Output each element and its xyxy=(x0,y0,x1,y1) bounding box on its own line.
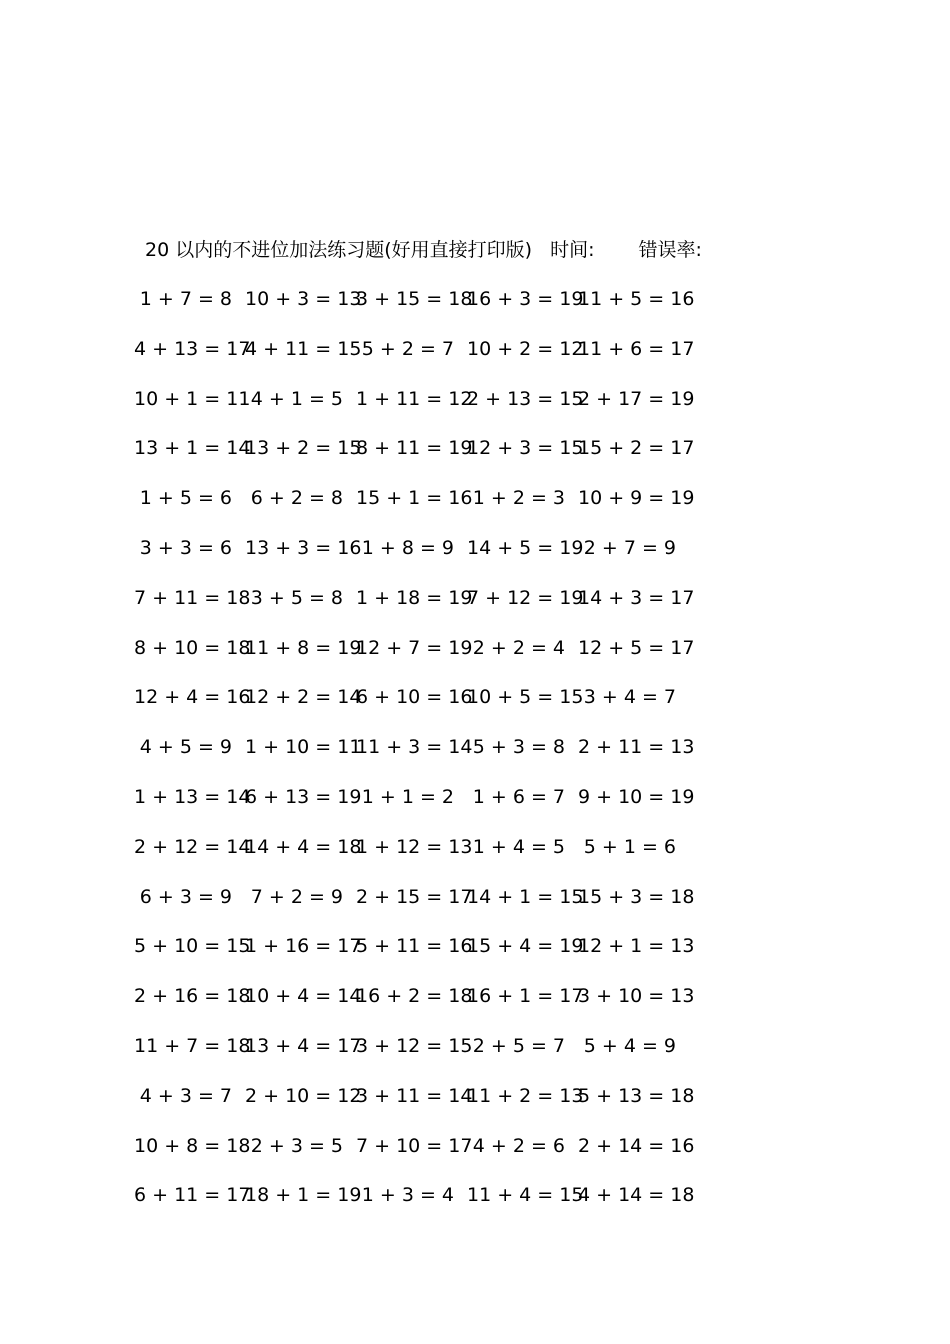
problem-cell: 3 + 5 = 8 xyxy=(250,586,343,609)
problem-cell: 10 + 5 = 15 xyxy=(467,686,584,709)
time-label: 时间: xyxy=(550,239,595,261)
problem-cell: 15 + 4 = 19 xyxy=(467,935,584,958)
problem-cell: 5 + 1 = 6 xyxy=(583,835,676,858)
problem-cell: 7 + 2 = 9 xyxy=(250,885,343,908)
problem-cell: 10 + 2 = 12 xyxy=(467,337,584,360)
problem-cell: 7 + 11 = 18 xyxy=(134,586,251,609)
problem-row xyxy=(0,834,950,884)
problem-cell: 6 + 13 = 19 xyxy=(245,785,362,808)
problem-cell: 11 + 2 = 13 xyxy=(467,1084,584,1107)
problem-cell: 1 + 7 = 8 xyxy=(139,288,232,310)
problem-cell: 4 + 5 = 9 xyxy=(139,736,232,759)
problem-cell: 11 + 4 = 15 xyxy=(467,1184,584,1207)
problem-cell: 6 + 3 = 9 xyxy=(139,885,232,908)
problem-cell: 16 + 3 = 19 xyxy=(467,288,584,310)
problem-row xyxy=(0,286,950,336)
problem-row xyxy=(0,784,950,834)
problem-cell: 12 + 2 = 14 xyxy=(245,686,362,709)
problem-cell: 15 + 2 = 17 xyxy=(578,437,695,460)
problem-cell: 1 + 16 = 17 xyxy=(245,935,362,958)
problem-cell: 13 + 4 = 17 xyxy=(245,1034,362,1057)
problem-cell: 3 + 10 = 13 xyxy=(578,985,695,1008)
problem-cell: 11 + 8 = 19 xyxy=(245,636,362,659)
problem-cell: 14 + 1 = 15 xyxy=(467,885,584,908)
error-rate-label: 错误率: xyxy=(638,239,702,261)
problem-cell: 5 + 4 = 9 xyxy=(583,1034,676,1057)
problem-cell: 5 + 2 = 7 xyxy=(361,337,454,360)
problem-row xyxy=(0,485,950,535)
problem-cell: 3 + 3 = 6 xyxy=(139,536,232,559)
problem-cell: 2 + 15 = 17 xyxy=(356,885,473,908)
problem-cell: 8 + 11 = 19 xyxy=(356,437,473,460)
problem-cell: 6 + 10 = 16 xyxy=(356,686,473,709)
problem-row xyxy=(0,884,950,934)
problem-cell: 14 + 4 = 18 xyxy=(245,835,362,858)
problem-cell: 12 + 5 = 17 xyxy=(578,636,695,659)
problem-row xyxy=(0,1133,950,1183)
problem-cell: 8 + 10 = 18 xyxy=(134,636,251,659)
problem-cell: 15 + 3 = 18 xyxy=(578,885,695,908)
problem-cell: 2 + 16 = 18 xyxy=(134,985,251,1008)
problem-cell: 3 + 4 = 7 xyxy=(583,686,676,709)
problem-cell: 3 + 11 = 14 xyxy=(356,1084,473,1107)
problem-cell: 1 + 10 = 11 xyxy=(245,736,362,759)
problem-cell: 14 + 5 = 19 xyxy=(467,536,584,559)
problem-cell: 1 + 13 = 14 xyxy=(134,785,251,808)
problem-cell: 4 + 14 = 18 xyxy=(578,1184,695,1207)
problem-cell: 2 + 12 = 14 xyxy=(134,835,251,858)
problem-cell: 5 + 10 = 15 xyxy=(134,935,251,958)
problem-cell: 2 + 3 = 5 xyxy=(250,1134,343,1157)
problem-cell: 16 + 2 = 18 xyxy=(356,985,473,1008)
problem-grid xyxy=(0,286,950,1232)
problem-cell: 6 + 2 = 8 xyxy=(250,487,343,510)
problem-cell: 2 + 7 = 9 xyxy=(583,536,676,559)
problem-cell: 4 + 1 = 5 xyxy=(250,387,343,410)
problem-cell: 18 + 1 = 19 xyxy=(245,1184,362,1207)
problem-cell: 12 + 7 = 19 xyxy=(356,636,473,659)
problem-cell: 11 + 5 = 16 xyxy=(578,288,695,310)
problem-cell: 10 + 3 = 13 xyxy=(245,288,362,310)
problem-cell: 10 + 9 = 19 xyxy=(578,487,695,510)
problem-row xyxy=(0,435,950,485)
problem-row xyxy=(0,1083,950,1133)
problem-row xyxy=(0,535,950,585)
problem-cell: 13 + 1 = 14 xyxy=(134,437,251,460)
problem-cell: 9 + 10 = 19 xyxy=(578,785,695,808)
problem-row xyxy=(0,585,950,635)
problem-cell: 16 + 1 = 17 xyxy=(467,985,584,1008)
problem-row xyxy=(0,734,950,784)
problem-cell: 4 + 13 = 17 xyxy=(134,337,251,360)
problem-cell: 4 + 3 = 7 xyxy=(139,1084,232,1107)
problem-cell: 12 + 4 = 16 xyxy=(134,686,251,709)
problem-cell: 1 + 5 = 6 xyxy=(139,487,232,510)
problem-cell: 2 + 14 = 16 xyxy=(578,1134,695,1157)
problem-cell: 4 + 11 = 15 xyxy=(245,337,362,360)
problem-cell: 6 + 11 = 17 xyxy=(134,1184,251,1207)
problem-cell: 1 + 2 = 3 xyxy=(472,487,565,510)
problem-cell: 12 + 1 = 13 xyxy=(578,935,695,958)
problem-cell: 13 + 3 = 16 xyxy=(245,536,362,559)
problem-cell: 10 + 1 = 11 xyxy=(134,387,251,410)
problem-cell: 5 + 3 = 8 xyxy=(472,736,565,759)
problem-row xyxy=(0,635,950,685)
problem-cell: 1 + 4 = 5 xyxy=(472,835,565,858)
problem-cell: 1 + 8 = 9 xyxy=(361,536,454,559)
problem-cell: 11 + 3 = 14 xyxy=(356,736,473,759)
problem-cell: 1 + 12 = 13 xyxy=(356,835,473,858)
problem-cell: 2 + 5 = 7 xyxy=(472,1034,565,1057)
problem-cell: 14 + 3 = 17 xyxy=(578,586,695,609)
problem-row xyxy=(0,386,950,436)
problem-cell: 5 + 13 = 18 xyxy=(578,1084,695,1107)
problem-cell: 2 + 17 = 19 xyxy=(578,387,695,410)
problem-cell: 12 + 3 = 15 xyxy=(467,437,584,460)
worksheet-header xyxy=(145,236,702,264)
problem-cell: 3 + 12 = 15 xyxy=(356,1034,473,1057)
problem-cell: 11 + 6 = 17 xyxy=(578,337,695,360)
problem-cell: 2 + 10 = 12 xyxy=(245,1084,362,1107)
problem-row xyxy=(0,1033,950,1083)
problem-cell: 7 + 12 = 19 xyxy=(467,586,584,609)
problem-cell: 2 + 11 = 13 xyxy=(578,736,695,759)
problem-cell: 3 + 15 = 18 xyxy=(356,288,473,310)
problem-cell: 2 + 13 = 15 xyxy=(467,387,584,410)
problem-cell: 1 + 1 = 2 xyxy=(361,785,454,808)
problem-cell: 2 + 2 = 4 xyxy=(472,636,565,659)
problem-cell: 15 + 1 = 16 xyxy=(356,487,473,510)
problem-cell: 1 + 11 = 12 xyxy=(356,387,473,410)
problem-cell: 7 + 10 = 17 xyxy=(356,1134,473,1157)
problem-cell: 1 + 18 = 19 xyxy=(356,586,473,609)
problem-row xyxy=(0,684,950,734)
problem-row xyxy=(0,983,950,1033)
problem-cell: 5 + 11 = 16 xyxy=(356,935,473,958)
problem-cell: 4 + 2 = 6 xyxy=(472,1134,565,1157)
problem-row xyxy=(0,933,950,983)
problem-cell: 1 + 6 = 7 xyxy=(472,785,565,808)
problem-cell: 11 + 7 = 18 xyxy=(134,1034,251,1057)
problem-row xyxy=(0,1182,950,1232)
problem-row xyxy=(0,336,950,386)
problem-cell: 13 + 2 = 15 xyxy=(245,437,362,460)
problem-cell: 1 + 3 = 4 xyxy=(361,1184,454,1207)
problem-cell: 10 + 8 = 18 xyxy=(134,1134,251,1157)
worksheet-title: 20 以内的不进位加法练习题(好用直接打印版) xyxy=(145,239,533,261)
problem-cell: 10 + 4 = 14 xyxy=(245,985,362,1008)
